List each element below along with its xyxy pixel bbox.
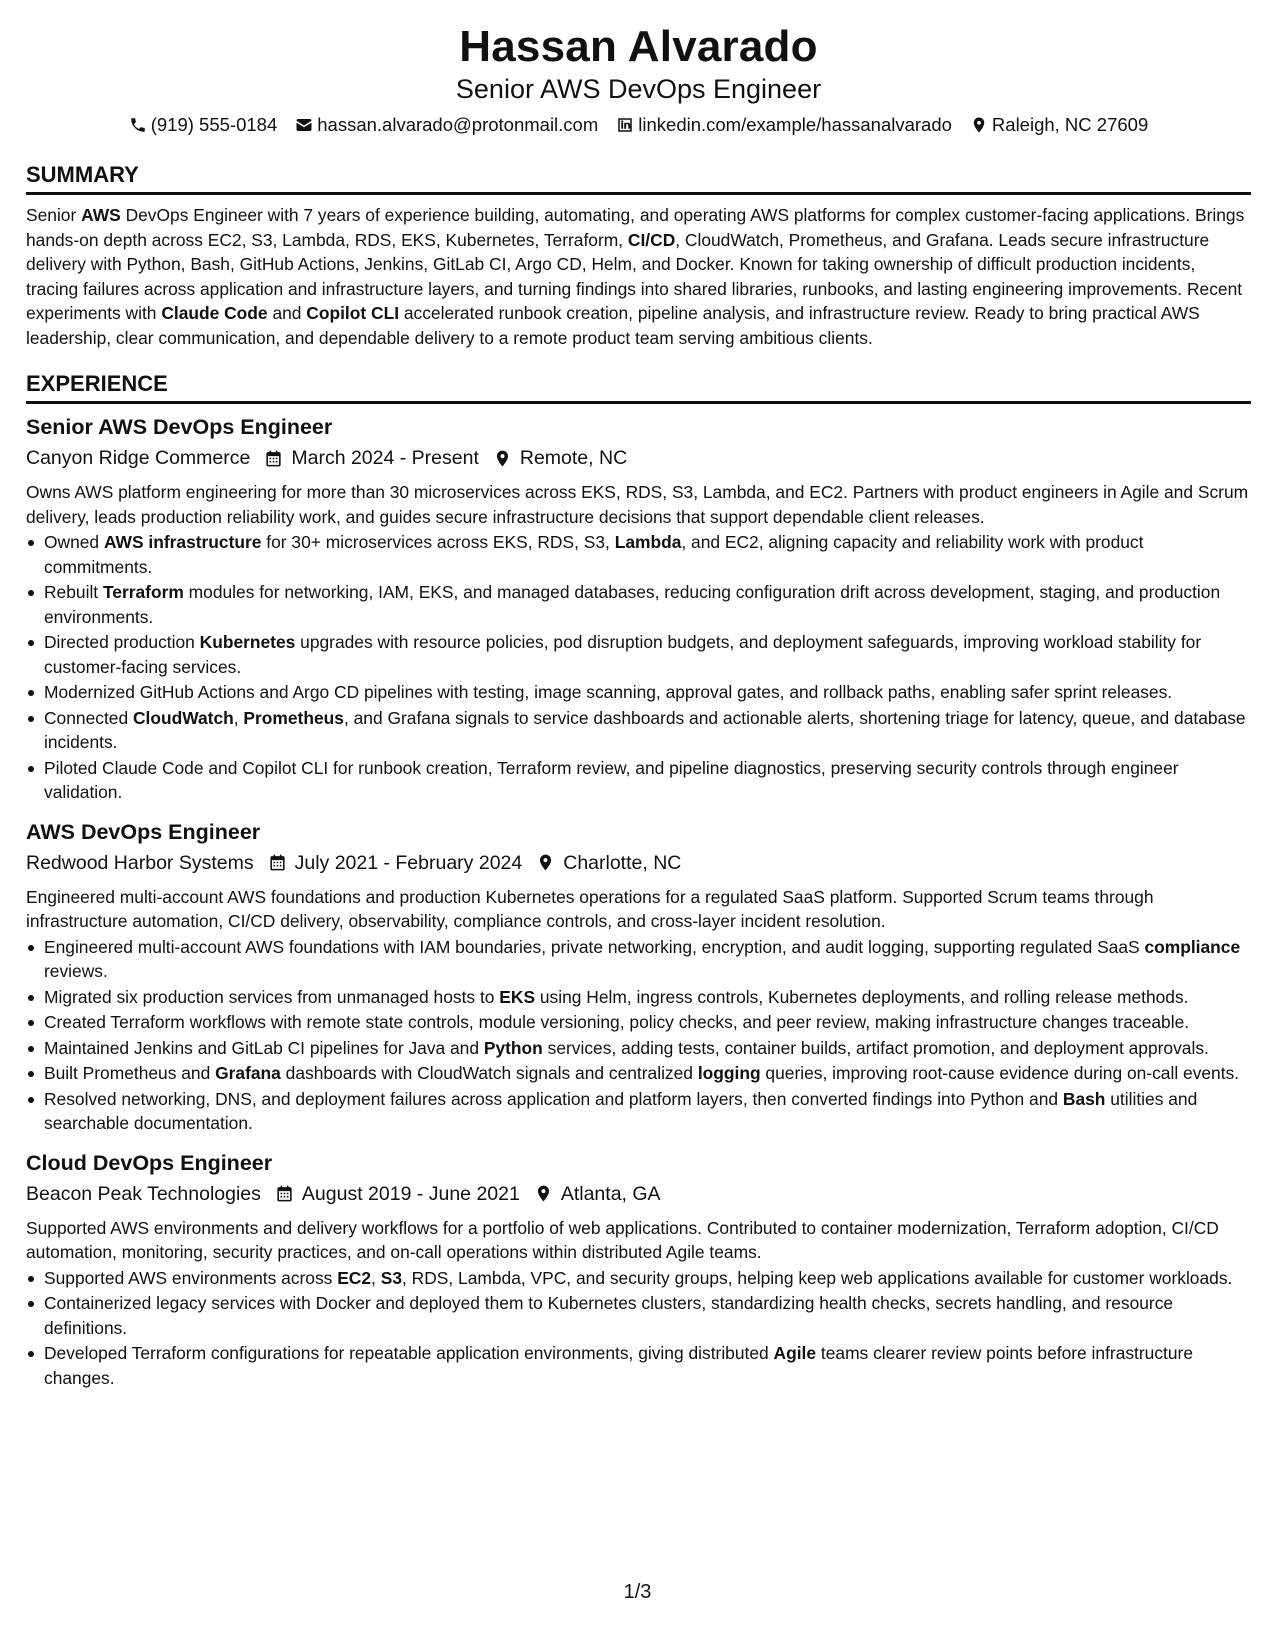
job-bullet — [44, 1061, 1251, 1086]
job-meta — [26, 444, 1251, 472]
text-run: , and Grafana signals to service dashboards and actionable alerts, shortening triage for latency, queue, and database incidents. — [44, 707, 1246, 752]
resume-page — [26, 22, 1251, 1390]
job-company: Beacon Peak Technologies — [26, 1182, 261, 1205]
bold-text: Grafana — [215, 1063, 281, 1083]
bold-text: EC2 — [337, 1267, 372, 1288]
summary-heading: SUMMARY — [26, 161, 1251, 195]
contact-bar — [26, 113, 1251, 137]
text-run: using Helm, ingress controls, Kubernetes deployments, and rolling release methods. — [535, 986, 1189, 1007]
text-run: , CloudWatch, Prometheus, and Grafana. Leads secure infrastructure delivery with Python, Bash, GitHub Actions, Jenkins, GitLab CI, Argo CD, Helm, and Docker. Known for taking ownership of difficult production incidents, tracing failures across application and infrastructure layers, and turning findings into shared libraries, runbooks, and lasting engineering improvements. Recent experiments with — [26, 229, 1243, 323]
text-run: Developed Terraform configurations for repeatable application environments, giving distributed — [44, 1343, 774, 1363]
page-number: 1/3 — [623, 1581, 652, 1603]
job-dates: March 2024 - Present — [291, 447, 479, 469]
text-run: Containerized legacy services with Docker and deployed them to Kubernetes clusters, standardizing health checks, secrets handling, and resource definitions. — [44, 1293, 1174, 1338]
bold-text: Agile — [773, 1343, 817, 1363]
text-run: dashboards with CloudWatch signals and centralized — [280, 1063, 698, 1083]
job-bullet — [44, 1087, 1251, 1136]
text-run: , — [233, 707, 244, 728]
bold-text: AWS infrastructure — [103, 532, 262, 552]
job-bullets — [26, 1266, 1251, 1391]
bold-text: Bash — [1062, 1088, 1106, 1109]
contact-location — [970, 113, 1148, 137]
job-company: Canyon Ridge Commerce — [26, 447, 251, 469]
text-run: and — [267, 303, 307, 323]
job-bullet — [44, 680, 1251, 705]
job-bullet — [44, 985, 1251, 1010]
text-run: Directed production — [44, 632, 200, 652]
text-run: Created Terraform workflows with remote state controls, module versioning, policy checks, and peer review, making infrastructure changes traceable. — [44, 1012, 1190, 1032]
location-pin-icon — [534, 1184, 553, 1203]
phone-icon — [129, 116, 147, 134]
text-run: Modernized GitHub Actions and Argo CD pipelines with testing, image scanning, approval gates, and rollback paths, enabling safer sprint releases. — [44, 682, 1173, 702]
linkedin-icon — [616, 116, 634, 134]
bold-text: logging — [697, 1063, 761, 1083]
contact-phone[interactable] — [129, 113, 278, 137]
job-bullet — [44, 1266, 1251, 1291]
job-location: Atlanta, GA — [560, 1182, 661, 1205]
contact-location-text: Raleigh, NC 27609 — [991, 114, 1149, 135]
job-bullets — [26, 530, 1251, 805]
text-run: Built Prometheus and — [44, 1063, 216, 1083]
job-dates: August 2019 - June 2021 — [301, 1182, 520, 1205]
text-run: Connected — [44, 707, 133, 728]
job-meta — [26, 849, 1251, 877]
experience-list — [26, 412, 1251, 1390]
text-run: services, adding tests, container builds, artifact promotion, and deployment approvals. — [542, 1037, 1209, 1058]
bold-text: Copilot CLI — [306, 303, 400, 323]
text-run: utilities and searchable documentation. — [44, 1088, 1198, 1133]
job-title: AWS DevOps Engineer — [26, 819, 261, 844]
job-bullets — [26, 935, 1251, 1136]
job-description: Supported AWS environments and delivery workflows for a portfolio of web applications. Contributed to container modernization, Terraform adoption, CI/CD automation, monitoring, security practices, and on-call operations within distributed Agile teams. — [26, 1217, 1219, 1262]
job-title: Senior AWS DevOps Engineer — [26, 415, 333, 439]
job-bullet — [44, 630, 1251, 679]
text-run: Supported AWS environments across — [44, 1267, 338, 1288]
job-bullet — [44, 1010, 1251, 1035]
text-run: , and EC2, aligning capacity and reliability work with product commitments. — [44, 532, 1144, 577]
job-bullet — [44, 580, 1251, 629]
job-location: Charlotte, NC — [563, 851, 682, 874]
text-run: reviews. — [44, 961, 108, 981]
bold-text: compliance — [1144, 936, 1241, 957]
text-run: for 30+ microservices across EKS, RDS, S3, — [261, 532, 615, 552]
text-run: , RDS, Lambda, VPC, and security groups, helping keep web applications available for customer workloads. — [402, 1267, 1233, 1288]
job-bullet — [44, 935, 1251, 984]
text-run: , — [371, 1267, 381, 1288]
candidate-name: Hassan Alvarado — [459, 22, 818, 71]
envelope-icon — [295, 116, 313, 134]
job-entry — [26, 817, 1251, 1136]
calendar-icon — [264, 449, 283, 468]
contact-linkedin[interactable] — [616, 113, 952, 137]
text-run: Maintained Jenkins and GitLab CI pipelines for Java and — [44, 1037, 484, 1058]
text-run: DevOps Engineer with 7 years of experience building, automating, and operating AWS platforms for complex customer-facing applications. Brings hands-on depth across EC2, S3, Lambda, RDS, EKS, Kubernetes, Terraform, — [26, 205, 1245, 250]
location-pin-icon — [970, 116, 988, 134]
text-run: queries, improving root-cause evidence during on-call events. — [760, 1063, 1240, 1083]
text-run: Piloted Claude Code and Copilot CLI for runbook creation, Terraform review, and pipeline diagnostics, preserving security controls through engineer validation. — [44, 757, 1179, 802]
text-run: Rebuilt — [44, 582, 103, 602]
text-run: accelerated runbook creation, pipeline analysis, and infrastructure review. Ready to bring practical AWS leadership, clear communication, and dependable delivery to a remote product team serving ambitious clients. — [26, 303, 1200, 348]
text-run: Engineered multi-account AWS foundations with IAM boundaries, private networking, encryption, and audit logging, supporting regulated SaaS — [44, 936, 1145, 957]
job-bullet — [44, 530, 1251, 579]
bold-text: AWS — [81, 205, 121, 225]
text-run: Resolved networking, DNS, and deployment failures across application and platform layers, then converted findings into Python and — [44, 1088, 1063, 1109]
bold-text: CI/CD — [627, 229, 676, 250]
job-dates: July 2021 - February 2024 — [294, 851, 523, 874]
job-company: Redwood Harbor Systems — [26, 851, 254, 874]
job-bullet — [44, 1341, 1251, 1390]
job-entry — [26, 412, 1251, 805]
bold-text: Claude Code — [161, 303, 268, 323]
text-run: upgrades with resource policies, pod disruption budgets, and deployment safeguards, improving workload stability for customer-facing services. — [44, 632, 1202, 677]
job-bullet — [44, 1036, 1251, 1061]
calendar-icon — [268, 853, 287, 872]
bold-text: S3 — [380, 1267, 402, 1288]
text-run: Owned — [44, 532, 104, 552]
calendar-icon — [275, 1184, 294, 1203]
job-description: Engineered multi-account AWS foundations and production Kubernetes operations for a regulated SaaS platform. Supported Scrum teams through infrastructure automation, CI/CD delivery, observability, compliance controls, and cross-layer incident resolution. — [26, 886, 1154, 931]
job-bullet — [44, 706, 1251, 755]
bold-text: EKS — [499, 986, 536, 1007]
job-meta — [26, 1180, 1251, 1208]
bold-text: Lambda — [614, 532, 682, 552]
text-run: teams clearer review points before infrastructure changes. — [44, 1343, 1194, 1388]
text-run: Migrated six production services from unmanaged hosts to — [44, 986, 500, 1007]
job-bullet — [44, 1291, 1251, 1340]
contact-linkedin-text: linkedin.com/example/hassanalvarado — [638, 114, 952, 135]
job-bullet — [44, 756, 1251, 805]
location-pin-icon — [536, 853, 555, 872]
contact-phone-text: (919) 555-0184 — [150, 114, 278, 135]
contact-email[interactable] — [295, 113, 598, 137]
job-description: Owns AWS platform engineering for more than 30 microservices across EKS, RDS, S3, Lambda, and EC2. Partners with product engineers in Agile and Scrum delivery, leads production reliability work, and guides secure infrastructure decisions that support dependable client releases. — [26, 482, 1249, 527]
summary-paragraph — [26, 203, 1251, 350]
contact-email-text: hassan.alvarado@protonmail.com — [317, 114, 599, 135]
bold-text: Kubernetes — [199, 632, 296, 652]
candidate-headline: Senior AWS DevOps Engineer — [455, 74, 822, 104]
job-entry — [26, 1148, 1251, 1391]
bold-text: Python — [483, 1037, 543, 1058]
text-run: Senior — [26, 205, 82, 225]
location-pin-icon — [493, 449, 512, 468]
job-location: Remote, NC — [519, 447, 628, 469]
text-run: modules for networking, IAM, EKS, and managed databases, reducing configuration drift across development, staging, and production environments. — [44, 582, 1221, 627]
experience-heading: EXPERIENCE — [26, 370, 1251, 404]
job-title: Cloud DevOps Engineer — [26, 1150, 273, 1175]
bold-text: CloudWatch — [132, 707, 234, 728]
bold-text: Terraform — [102, 582, 184, 602]
bold-text: Prometheus — [243, 707, 344, 728]
